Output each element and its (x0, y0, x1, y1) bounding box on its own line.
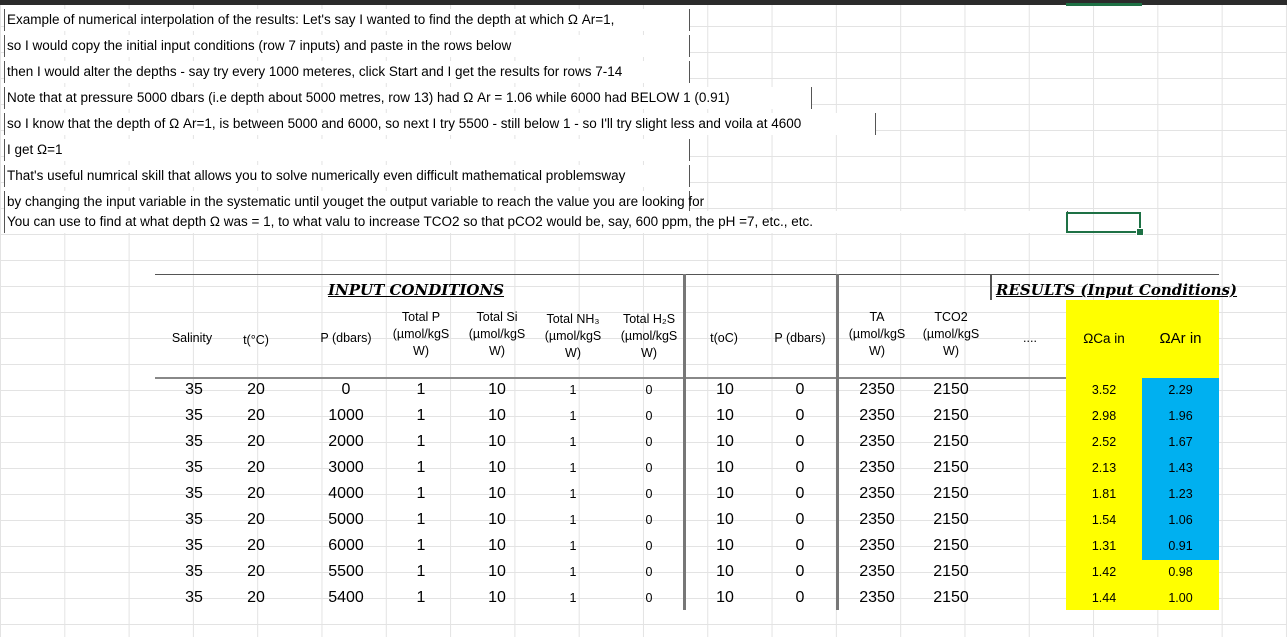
cell-nh3[interactable]: 1 (569, 591, 577, 605)
header-tco2-line1: TCO2 (934, 310, 968, 324)
cell-toc[interactable]: 10 (716, 407, 734, 424)
cell-ta[interactable]: 2350 (859, 511, 895, 528)
cell-t[interactable]: 20 (247, 537, 265, 554)
cell-tp[interactable]: 1 (416, 459, 426, 476)
cell-p2[interactable]: 0 (795, 433, 805, 450)
cell-ta[interactable]: 2350 (859, 459, 895, 476)
cell-t[interactable]: 20 (247, 511, 265, 528)
results-left-line (990, 274, 992, 300)
cell-ta[interactable]: 2350 (859, 589, 895, 606)
cell-t[interactable]: 20 (247, 381, 265, 398)
header-total-p-line2: (µmol/kgS (392, 327, 450, 341)
cell-p[interactable]: 1000 (328, 407, 364, 424)
header-total-h2s-line3: W) (641, 346, 657, 360)
cell-ta[interactable]: 2350 (859, 537, 895, 554)
cell-ta[interactable]: 2350 (859, 563, 895, 580)
cell-t[interactable]: 20 (247, 589, 265, 606)
header-total-h2s (610, 311, 688, 362)
input-conditions-title: INPUT CONDITIONS (328, 281, 505, 299)
selected-column-indicator (1066, 3, 1142, 6)
cell-oca[interactable]: 2.52 (1091, 435, 1117, 449)
note-line-7[interactable]: That's useful numrical skill that allows you to solve numerically even difficult mathematical problemsway (4, 165, 690, 187)
cell-nh3[interactable]: 1 (569, 461, 577, 475)
header-total-p-line3: W) (413, 344, 429, 358)
cell-tsi[interactable]: 10 (488, 433, 506, 450)
header-total-nh3-line2: (µmol/kgS (544, 329, 602, 343)
cell-sal[interactable]: 35 (185, 537, 203, 554)
cell-tco2[interactable]: 2150 (933, 563, 969, 580)
cell-p2[interactable]: 0 (795, 511, 805, 528)
header-total-si-line2: (µmol/kgS (468, 327, 526, 341)
header-total-p (382, 309, 460, 360)
cell-sal[interactable]: 35 (185, 459, 203, 476)
header-dots: .... (1023, 331, 1037, 345)
table-top-border (155, 274, 1219, 275)
cell-oar[interactable]: 0.98 (1168, 565, 1193, 579)
cell-oca[interactable]: 2.98 (1091, 409, 1117, 423)
cell-p[interactable]: 6000 (328, 537, 364, 554)
cell-nh3[interactable]: 1 (569, 435, 577, 449)
cell-h2s[interactable]: 0 (645, 513, 653, 527)
header-tco2 (912, 309, 990, 360)
cell-toc[interactable]: 10 (716, 485, 734, 502)
cell-oca[interactable]: 1.54 (1091, 513, 1117, 527)
cell-t[interactable]: 20 (247, 407, 265, 424)
header-tco2-line3: W) (943, 344, 959, 358)
cell-oca[interactable]: 2.13 (1091, 461, 1117, 475)
header-total-si-line1: Total Si (476, 310, 518, 324)
note-line-6[interactable]: I get Ω=1 (4, 139, 690, 161)
header-ta-line2: (µmol/kgS (848, 327, 906, 341)
cell-h2s[interactable]: 0 (645, 565, 653, 579)
note-line-4[interactable]: Note that at pressure 5000 dbars (i.e depth about 5000 metres, row 13) had Ω Ar = 1.06 while 6000 had BELOW 1 (0.91) (4, 87, 812, 109)
cell-sal[interactable]: 35 (185, 563, 203, 580)
cell-sal[interactable]: 35 (185, 433, 203, 450)
cell-ta[interactable]: 2350 (859, 381, 895, 398)
cell-p[interactable]: 5500 (328, 563, 364, 580)
cell-nh3[interactable]: 1 (569, 487, 577, 501)
cell-tp[interactable]: 1 (416, 433, 426, 450)
cell-sal[interactable]: 35 (185, 407, 203, 424)
note-line-5[interactable]: so I know that the depth of Ω Ar=1, is between 5000 and 6000, so next I try 5500 - still below 1 - so I'll try slight less and voila at 4600 (4, 113, 876, 135)
cell-sal[interactable]: 35 (185, 511, 203, 528)
results-title: RESULTS (Input Conditions) (996, 281, 1238, 299)
cell-tsi[interactable]: 10 (488, 407, 506, 424)
header-total-nh3 (534, 311, 612, 362)
cell-tp[interactable]: 1 (416, 485, 426, 502)
cell-h2s[interactable]: 0 (645, 539, 653, 553)
header-total-nh3-line1: Total NH₃ (546, 312, 600, 326)
cell-p2[interactable]: 0 (795, 563, 805, 580)
active-cell[interactable] (1066, 212, 1141, 233)
cell-tco2[interactable]: 2150 (933, 511, 969, 528)
cell-sal[interactable]: 35 (185, 381, 203, 398)
cell-tco2[interactable]: 2150 (933, 433, 969, 450)
cell-tsi[interactable]: 10 (488, 563, 506, 580)
cell-tsi[interactable]: 10 (488, 589, 506, 606)
cell-oar[interactable]: 1.23 (1168, 487, 1193, 501)
header-t-c: t(°C) (243, 333, 269, 347)
header-ta-line1: TA (869, 310, 885, 324)
cell-tp[interactable]: 1 (416, 511, 426, 528)
cell-p[interactable]: 5400 (328, 589, 364, 606)
header-total-h2s-line2: (µmol/kgS (620, 329, 678, 343)
cell-nh3[interactable]: 1 (569, 383, 577, 397)
cell-sal[interactable]: 35 (185, 589, 203, 606)
cell-oar[interactable]: 2.29 (1168, 383, 1193, 397)
header-t-oc: t(oC) (710, 331, 738, 345)
cell-tco2[interactable]: 2150 (933, 537, 969, 554)
cell-toc[interactable]: 10 (716, 589, 734, 606)
cell-toc[interactable]: 10 (716, 433, 734, 450)
cell-oar[interactable]: 1.00 (1168, 591, 1193, 605)
cell-p[interactable]: 5000 (328, 511, 364, 528)
cell-t[interactable]: 20 (247, 433, 265, 450)
cell-toc[interactable]: 10 (716, 511, 734, 528)
cell-p[interactable]: 2000 (328, 433, 364, 450)
cell-ta[interactable]: 2350 (859, 407, 895, 424)
cell-tsi[interactable]: 10 (488, 485, 506, 502)
cell-oca[interactable]: 1.42 (1091, 565, 1117, 579)
note-line-8[interactable]: by changing the input variable in the systematic until youget the output variable to reach the value you are looking for (4, 191, 690, 213)
cell-oar[interactable]: 1.96 (1168, 409, 1193, 423)
cell-nh3[interactable]: 1 (569, 409, 577, 423)
cell-nh3[interactable]: 1 (569, 565, 577, 579)
header-p-dbars: P (dbars) (320, 331, 372, 345)
cell-ta[interactable]: 2350 (859, 433, 895, 450)
cell-p[interactable]: 4000 (328, 485, 364, 502)
cell-tco2[interactable]: 2150 (933, 459, 969, 476)
cell-tp[interactable]: 1 (416, 589, 426, 606)
cell-p2[interactable]: 0 (795, 459, 805, 476)
cell-toc[interactable]: 10 (716, 563, 734, 580)
cell-tsi[interactable]: 10 (488, 537, 506, 554)
header-omega-ca: ΩCa in (1083, 331, 1125, 346)
cell-oar[interactable]: 1.06 (1168, 513, 1193, 527)
cell-h2s[interactable]: 0 (645, 383, 653, 397)
note-line-2[interactable]: so I would copy the initial input conditions (row 7 inputs) and paste in the rows below (4, 35, 690, 57)
cell-toc[interactable]: 10 (716, 381, 734, 398)
cell-tco2[interactable]: 2150 (933, 381, 969, 398)
cell-oar[interactable]: 1.43 (1168, 461, 1193, 475)
cell-p2[interactable]: 0 (795, 589, 805, 606)
cell-ta[interactable]: 2350 (859, 485, 895, 502)
cell-oca[interactable]: 3.52 (1091, 383, 1117, 397)
cell-tco2[interactable]: 2150 (933, 589, 969, 606)
cell-tp[interactable]: 1 (416, 563, 426, 580)
note-line-3[interactable]: then I would alter the depths - say try every 1000 meteres, click Start and I get the results for rows 7-14 (4, 61, 690, 83)
cell-oca[interactable]: 1.44 (1091, 591, 1117, 605)
header-total-h2s-line1: Total H₂S (622, 312, 676, 326)
header-total-si (458, 309, 536, 360)
cell-h2s[interactable]: 0 (645, 487, 653, 501)
cell-tco2[interactable]: 2150 (933, 485, 969, 502)
cell-toc[interactable]: 10 (716, 537, 734, 554)
note-line-1[interactable]: Example of numerical interpolation of the results: Let's say I wanted to find the depth at which Ω Ar=1, (4, 9, 690, 31)
cell-oca[interactable]: 1.31 (1091, 539, 1117, 553)
cell-tsi[interactable]: 10 (488, 459, 506, 476)
cell-h2s[interactable]: 0 (645, 591, 653, 605)
cell-p2[interactable]: 0 (795, 407, 805, 424)
cell-sal[interactable]: 35 (185, 485, 203, 502)
cell-h2s[interactable]: 0 (645, 461, 653, 475)
cell-p2[interactable]: 0 (795, 381, 805, 398)
header-tco2-line2: (µmol/kgS (922, 327, 980, 341)
cell-tp[interactable]: 1 (416, 537, 426, 554)
cell-oca[interactable]: 1.81 (1091, 487, 1117, 501)
cell-nh3[interactable]: 1 (569, 539, 577, 553)
cell-p2[interactable]: 0 (795, 485, 805, 502)
header-total-nh3-line3: W) (565, 346, 581, 360)
header-p-dbars-2: P (dbars) (774, 331, 826, 345)
cell-tco2[interactable]: 2150 (933, 407, 969, 424)
cell-t[interactable]: 20 (247, 485, 265, 502)
cell-tsi[interactable]: 10 (488, 381, 506, 398)
cell-t[interactable]: 20 (247, 563, 265, 580)
note-line-9[interactable]: You can use to find at what depth Ω was = 1, to what valu to increase TCO2 so that pCO2 would be, say, 600 ppm, the pH =7, etc., etc. (4, 211, 1068, 233)
cell-tsi[interactable]: 10 (488, 511, 506, 528)
header-total-p-line1: Total P (401, 310, 441, 324)
cell-nh3[interactable]: 1 (569, 513, 577, 527)
header-salinity: Salinity (171, 331, 213, 345)
cell-oar[interactable]: 0.91 (1168, 539, 1193, 553)
header-ta-line3: W) (869, 344, 885, 358)
cell-h2s[interactable]: 0 (645, 435, 653, 449)
cell-h2s[interactable]: 0 (645, 409, 653, 423)
cell-toc[interactable]: 10 (716, 459, 734, 476)
cell-p[interactable]: 0 (341, 381, 351, 398)
cell-p[interactable]: 3000 (328, 459, 364, 476)
cell-tp[interactable]: 1 (416, 407, 426, 424)
cell-oar[interactable]: 1.67 (1168, 435, 1193, 449)
cell-t[interactable]: 20 (247, 459, 265, 476)
header-ta (838, 309, 916, 360)
cell-p2[interactable]: 0 (795, 537, 805, 554)
header-omega-ar: ΩAr in (1159, 330, 1202, 347)
cell-tp[interactable]: 1 (416, 381, 426, 398)
header-total-si-line3: W) (489, 344, 505, 358)
